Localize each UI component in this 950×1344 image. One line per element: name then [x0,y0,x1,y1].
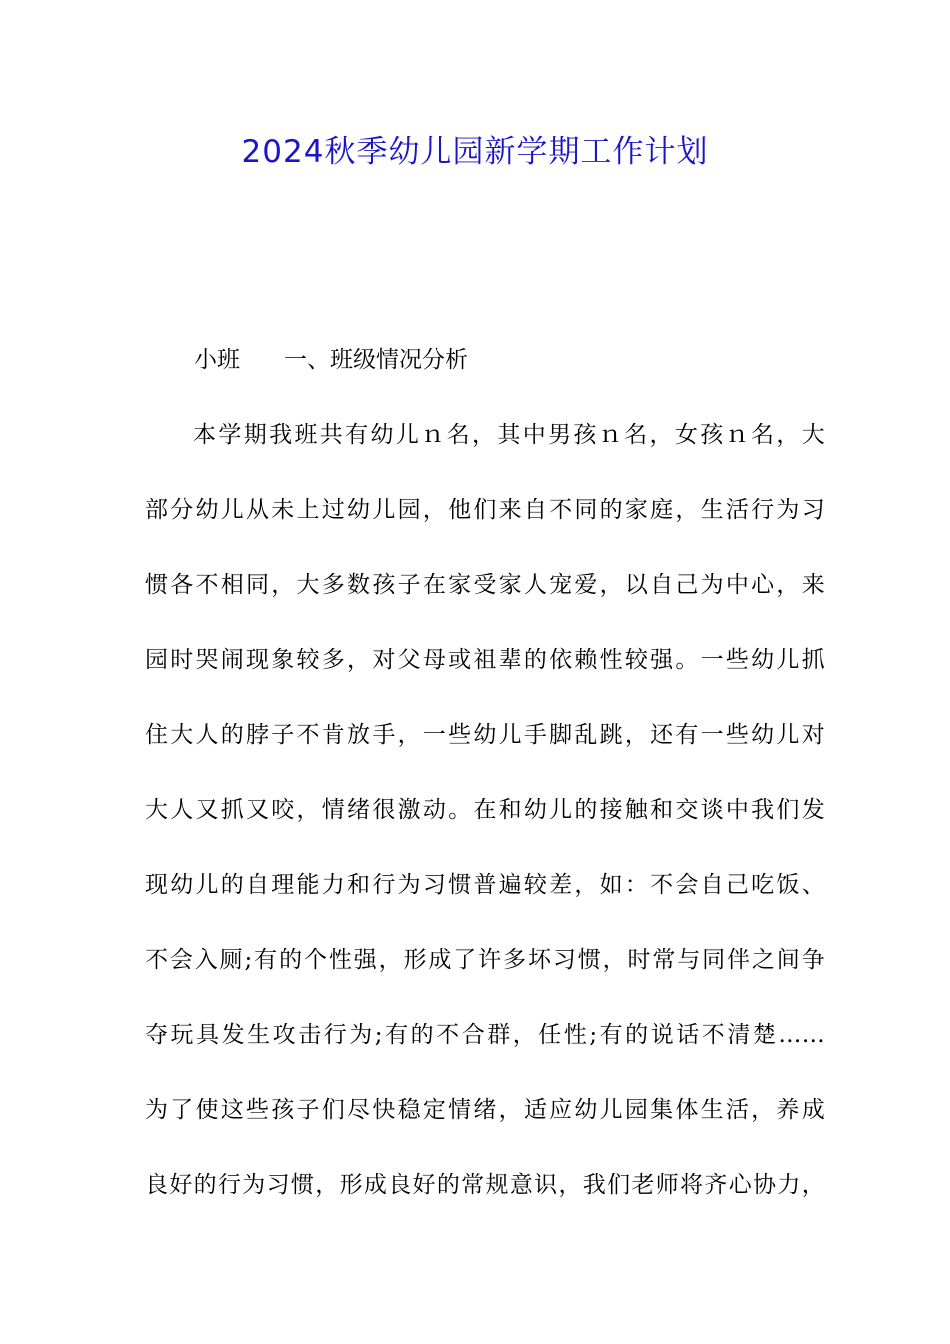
paragraph-line: 为了使这些孩子们尽快稳定情绪，适应幼儿园集体生活，养成 [145,1097,825,1123]
paragraph-line: 部分幼儿从未上过幼儿园，他们来自不同的家庭，生活行为习 [145,497,825,523]
paragraph-line: 本学期我班共有幼儿ｎ名，其中男孩ｎ名，女孩ｎ名，大 [193,422,825,448]
class-label: 小班 [194,347,240,373]
document-title: 2024秋季幼儿园新学期工作计划 [241,134,709,170]
paragraph-line: 夺玩具发生攻击行为;有的不合群，任性;有的说话不清楚…… [145,1022,825,1048]
paragraph-line: 惯各不相同，大多数孩子在家受家人宠爱，以自己为中心，来 [145,572,825,598]
section-heading [194,342,468,378]
paragraph-line: 园时哭闹现象较多，对父母或祖辈的依赖性较强。一些幼儿抓 [145,647,825,673]
section-title: 一、班级情况分析 [284,347,468,373]
paragraph-line: 住大人的脖子不肯放手，一些幼儿手脚乱跳，还有一些幼儿对 [145,722,825,748]
paragraph-line: 大人又抓又咬，情绪很激动。在和幼儿的接触和交谈中我们发 [145,797,825,823]
paragraph-line: 良好的行为习惯，形成良好的常规意识，我们老师将齐心协力， [145,1172,825,1198]
paragraph-line: 现幼儿的自理能力和行为习惯普遍较差，如：不会自己吃饭、 [145,872,825,898]
paragraph [145,415,825,1240]
paragraph-line: 不会入厕;有的个性强，形成了许多坏习惯，时常与同伴之间争 [145,947,825,973]
